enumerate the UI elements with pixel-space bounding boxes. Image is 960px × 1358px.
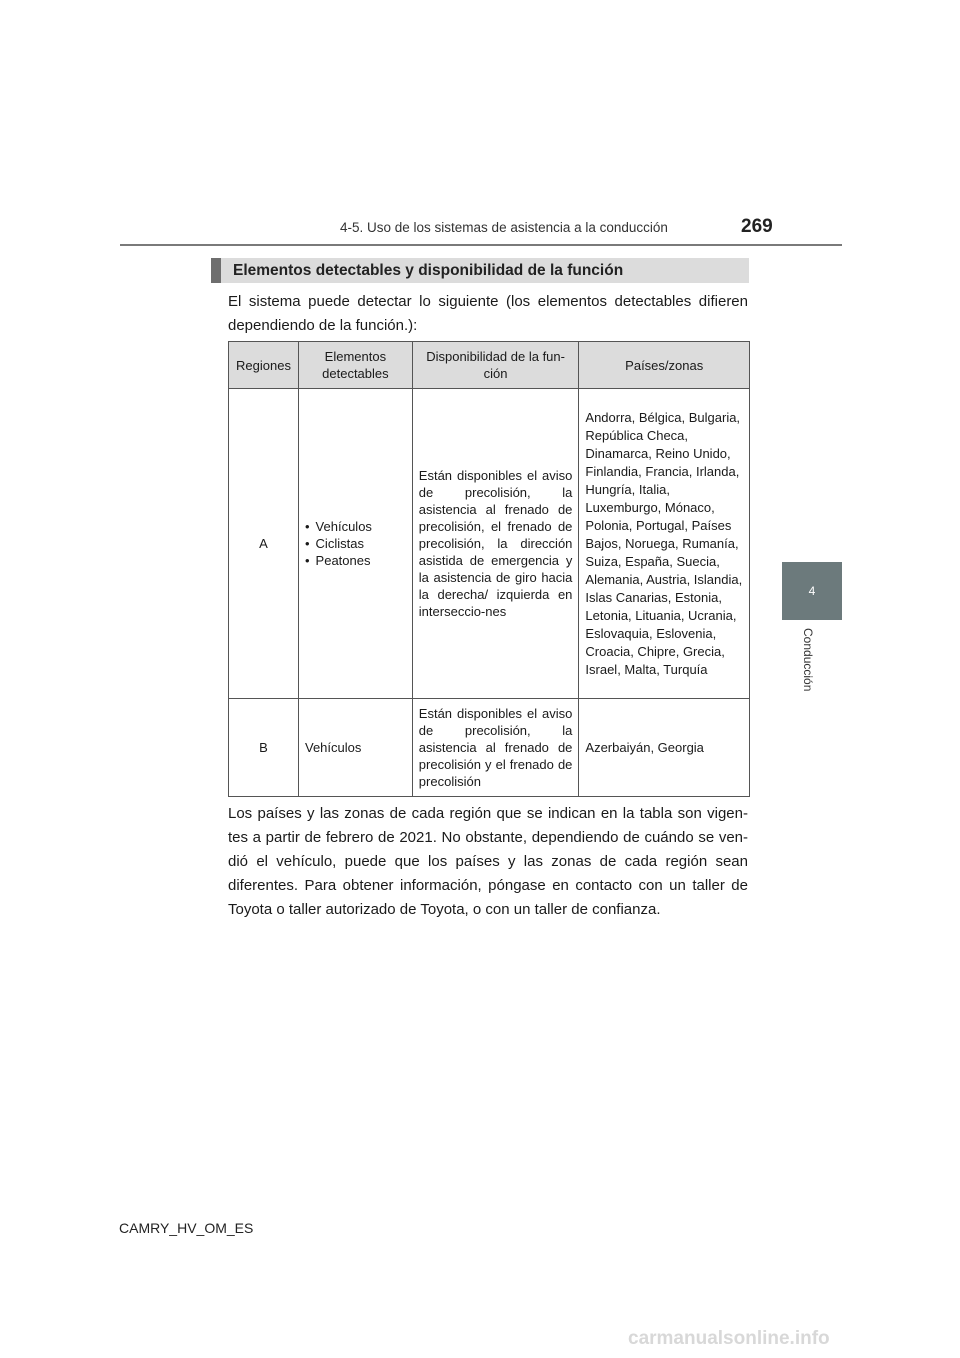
detection-table <box>228 341 750 797</box>
availability-cell: Están disponibles el aviso de precolisión, la asistencia al frenado de precolisión y el frenado de precolisión <box>412 699 579 797</box>
availability-cell: Están disponibles el aviso de precolisión, la asistencia al frenado de precolisión, el frenado de precolisión, la dirección asistida de emergencia y la asistencia de giro hacia la derecha/ izquierda en interseccio-nes <box>412 389 579 699</box>
list-item: • Vehículos <box>305 518 406 535</box>
chapter-label: Conducción <box>801 628 815 692</box>
countries-cell: Azerbaiyán, Georgia <box>579 699 750 797</box>
watermark: carmanualsonline.info <box>628 1328 830 1349</box>
header-regions: Regiones <box>229 342 299 389</box>
page-number: 269 <box>741 216 773 237</box>
header-countries: Países/zonas <box>579 342 750 389</box>
detectable-items-cell: Vehículos <box>298 699 412 797</box>
header-divider <box>120 244 842 246</box>
document-code: CAMRY_HV_OM_ES <box>119 1220 254 1236</box>
closing-paragraph: Los países y las zonas de cada región que se indican en la tabla son vigen-tes a partir de febrero de 2021. No obstante, dependiendo de cuándo se ven-dió el vehículo, puede que los países y las zonas de cada región sean diferentes. Para obtener información, póngase en contacto con un taller de Toyota o taller autorizado de Toyota, o con un taller de confianza. <box>228 805 748 918</box>
region-cell: B <box>229 699 299 797</box>
chapter-number: 4 <box>808 584 816 598</box>
detectable-items-cell <box>298 389 412 699</box>
running-header: 4-5. Uso de los sistemas de asistencia a la conducción <box>340 220 668 235</box>
region-cell: A <box>229 389 299 699</box>
detectable-items-list <box>305 518 406 569</box>
header-detectable-items: Elementos detectables <box>298 342 412 389</box>
list-item: • Peatones <box>305 552 406 569</box>
table-row <box>229 389 750 699</box>
list-item: • Ciclistas <box>305 535 406 552</box>
section-title: Elementos detectables y disponibilidad de la función <box>211 258 749 283</box>
countries-cell: Andorra, Bélgica, Bulgaria, República Checa, Dinamarca, Reino Unido, Finlandia, Francia, Irlanda, Hungría, Italia, Luxemburgo, Mónaco, Polonia, Portugal, Países Bajos, Noruega, Rumanía, Suiza, España, Suecia, Alemania, Austria, Islandia, Islas Canarias, Estonia, Letonia, Lituania, Ucrania, Eslovaquia, Eslovenia, Croacia, Chipre, Grecia, Israel, Malta, Turquía <box>579 389 750 699</box>
intro-paragraph: El sistema puede detectar lo siguiente (los elementos detectables difieren dependiendo de la función.): <box>228 293 748 334</box>
table-header-row <box>229 342 750 389</box>
table-row <box>229 699 750 797</box>
chapter-tab <box>782 562 842 620</box>
header-availability: Disponibilidad de la fun-ción <box>412 342 579 389</box>
